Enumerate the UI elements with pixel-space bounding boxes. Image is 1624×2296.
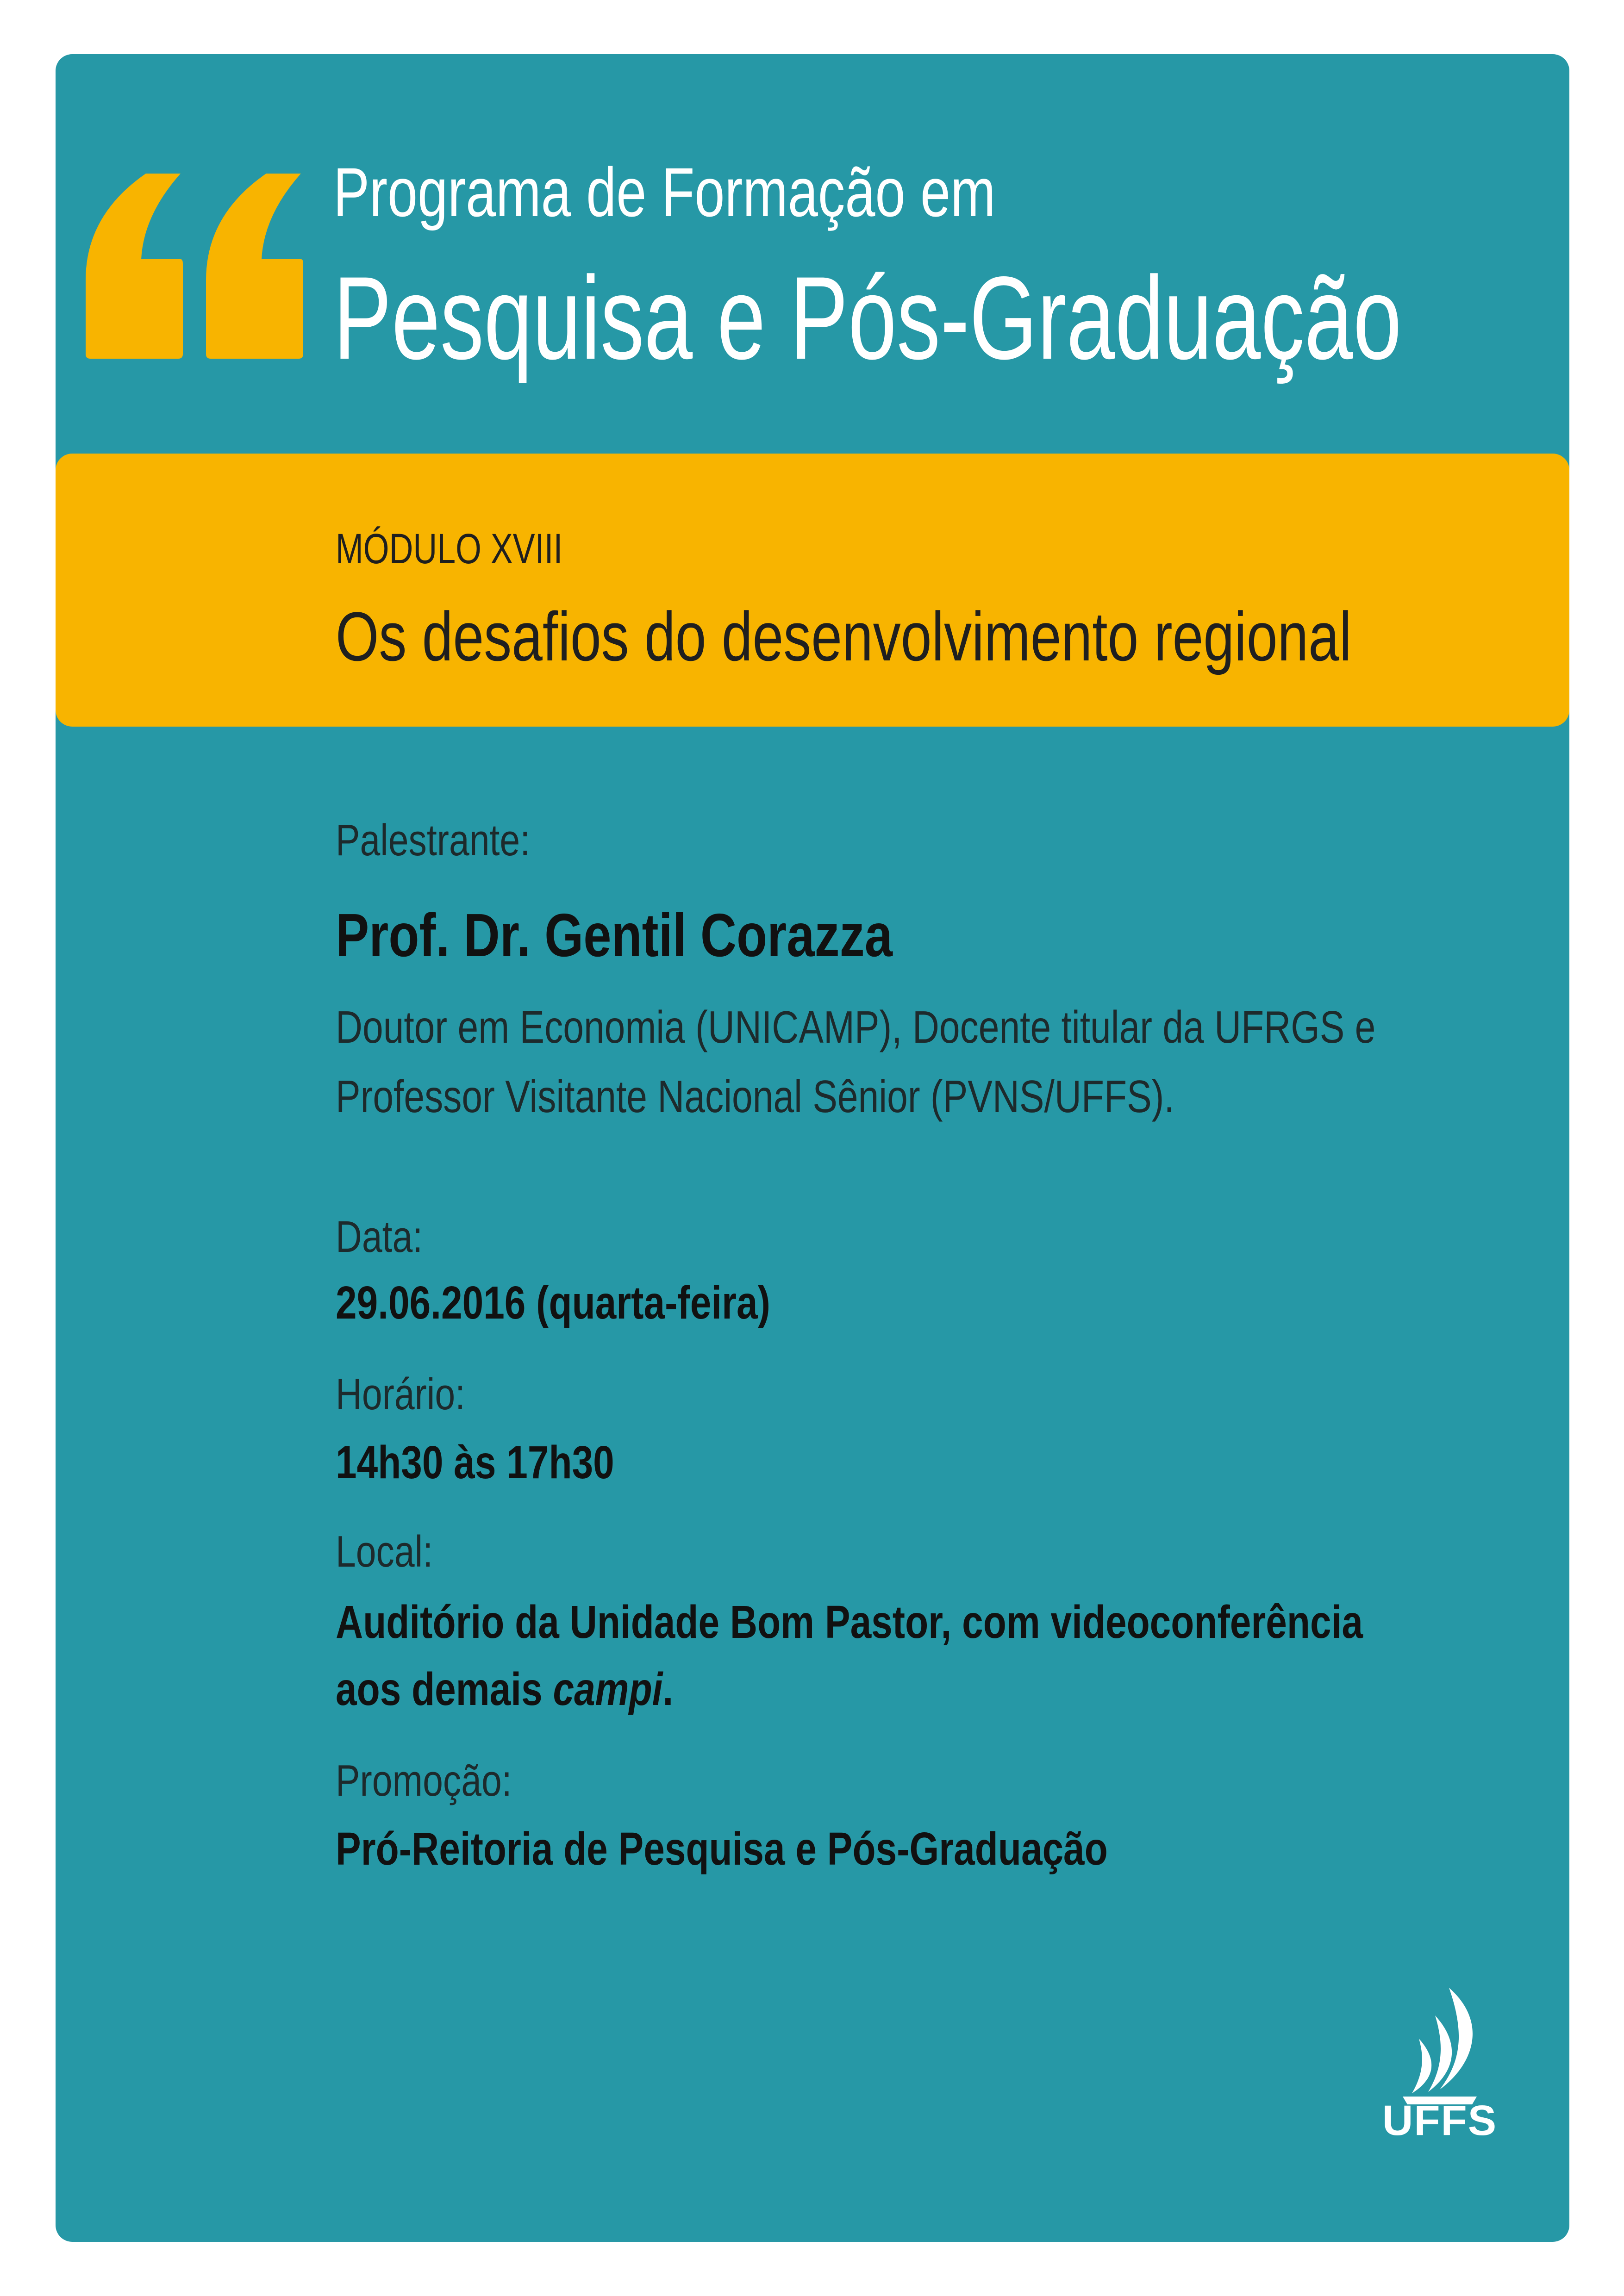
program-subtitle: Programa de Formação em bbox=[333, 153, 996, 231]
speaker-name: Prof. Dr. Gentil Corazza bbox=[336, 901, 893, 969]
location-label: Local: bbox=[336, 1527, 433, 1576]
module-title: Os desafios do desenvolvimento regional bbox=[336, 597, 1352, 675]
quote-mark-right-icon bbox=[206, 174, 303, 359]
speaker-label: Palestrante: bbox=[336, 815, 531, 865]
module-label: MÓDULO XVIII bbox=[336, 525, 563, 572]
location-campi: campi bbox=[553, 1663, 663, 1715]
location-prefix: aos demais bbox=[336, 1663, 553, 1715]
uffs-logo-text: UFFS bbox=[1382, 2097, 1498, 2144]
date-label: Data: bbox=[336, 1212, 423, 1262]
quote-mark-left-icon bbox=[86, 174, 183, 359]
location-suffix: . bbox=[662, 1663, 674, 1715]
date-value: 29.06.2016 (quarta-feira) bbox=[336, 1277, 770, 1329]
time-value: 14h30 às 17h30 bbox=[336, 1437, 614, 1488]
module-band bbox=[56, 454, 1569, 727]
time-label: Horário: bbox=[336, 1369, 465, 1419]
program-title: Pesquisa e Pós-Graduação bbox=[333, 252, 1402, 384]
location-value-line-1: Auditório da Unidade Bom Pastor, com videoconferência bbox=[336, 1596, 1363, 1648]
speaker-bio-line-2: Professor Visitante Nacional Sênior (PVNS/UFFS). bbox=[336, 1071, 1174, 1122]
promotion-value: Pró-Reitoria de Pesquisa e Pós-Graduação bbox=[336, 1823, 1108, 1875]
location-value-line-2 bbox=[336, 1663, 674, 1715]
speaker-bio-line-1: Doutor em Economia (UNICAMP), Docente titular da UFRGS e bbox=[336, 1002, 1376, 1052]
promotion-label: Promoção: bbox=[336, 1756, 512, 1805]
